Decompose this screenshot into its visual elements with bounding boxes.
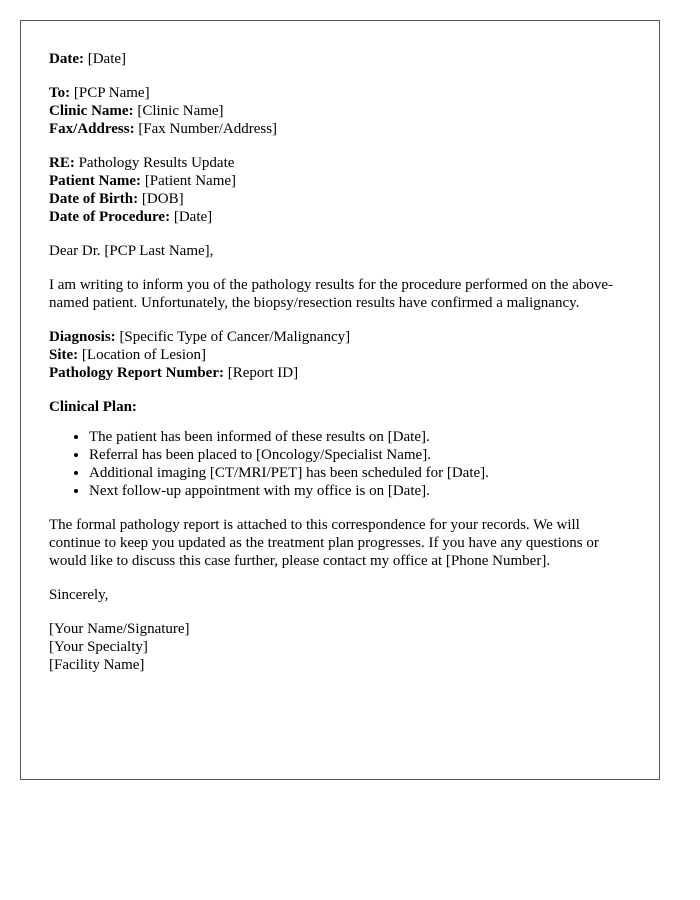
to-line <box>49 84 631 102</box>
signature-specialty: [Your Specialty] <box>49 639 148 655</box>
patient-label: Patient Name: <box>49 173 142 189</box>
signature-name: [Your Name/Signature] <box>49 621 190 637</box>
diagnosis-label: Diagnosis: <box>49 329 116 345</box>
dob-value: [DOB] <box>141 191 184 207</box>
site-label: Site: <box>49 347 79 363</box>
diagnosis-value: [Specific Type of Cancer/Malignancy] <box>119 329 351 345</box>
reference-block <box>49 154 631 226</box>
date-value: [Date] <box>87 51 127 67</box>
report-label: Pathology Report Number: <box>49 365 224 381</box>
procedure-line <box>49 208 631 226</box>
dob-label: Date of Birth: <box>49 191 139 207</box>
re-value: Pathology Results Update <box>78 155 235 171</box>
re-line <box>49 154 631 172</box>
procedure-label: Date of Procedure: <box>49 209 171 225</box>
plan-item: • Next follow-up appointment with my office is on [Date]. <box>89 482 631 500</box>
fax-line <box>49 120 631 138</box>
patient-value: [Patient Name] <box>144 173 237 189</box>
report-value: [Report ID] <box>227 365 299 381</box>
recipient-block <box>49 84 631 138</box>
clinic-value: [Clinic Name] <box>137 103 224 119</box>
date-label: Date: <box>49 51 84 67</box>
re-label: RE: <box>49 155 75 171</box>
dob-line <box>49 190 631 208</box>
plan-item: • The patient has been informed of these results on [Date]. <box>89 428 631 446</box>
plan-item: • Referral has been placed to [Oncology/Specialist Name]. <box>89 446 631 464</box>
clinical-plan-list <box>49 428 631 500</box>
patient-line <box>49 172 631 190</box>
signoff: Sincerely, <box>49 587 109 603</box>
date-block <box>49 50 631 68</box>
letter-page <box>20 20 660 780</box>
clinic-line <box>49 102 631 120</box>
intro-paragraph: I am writing to inform you of the pathology results for the procedure performed on the above-named patient. Unfortunately, the biopsy/resection results have confirmed a malignancy. <box>49 277 614 311</box>
salutation: Dear Dr. [PCP Last Name], <box>49 243 214 259</box>
to-value: [PCP Name] <box>73 85 150 101</box>
procedure-value: [Date] <box>173 209 213 225</box>
clinical-plan-heading: Clinical Plan: <box>49 399 137 415</box>
clinic-label: Clinic Name: <box>49 103 134 119</box>
diagnosis-line <box>49 328 631 346</box>
fax-value: [Fax Number/Address] <box>138 121 278 137</box>
to-label: To: <box>49 85 71 101</box>
site-value: [Location of Lesion] <box>81 347 207 363</box>
signature-block <box>49 620 631 674</box>
findings-block <box>49 328 631 382</box>
closing-paragraph: The formal pathology report is attached to this correspondence for your records. We will continue to keep you updated as the treatment plan progresses. If you have any questions or would like to discuss this case further, please contact my office at [Phone Number]. <box>49 517 599 569</box>
date-line <box>49 50 631 68</box>
plan-item: • Additional imaging [CT/MRI/PET] has been scheduled for [Date]. <box>89 464 631 482</box>
fax-label: Fax/Address: <box>49 121 135 137</box>
report-line <box>49 364 631 382</box>
site-line <box>49 346 631 364</box>
signature-facility: [Facility Name] <box>49 657 145 673</box>
